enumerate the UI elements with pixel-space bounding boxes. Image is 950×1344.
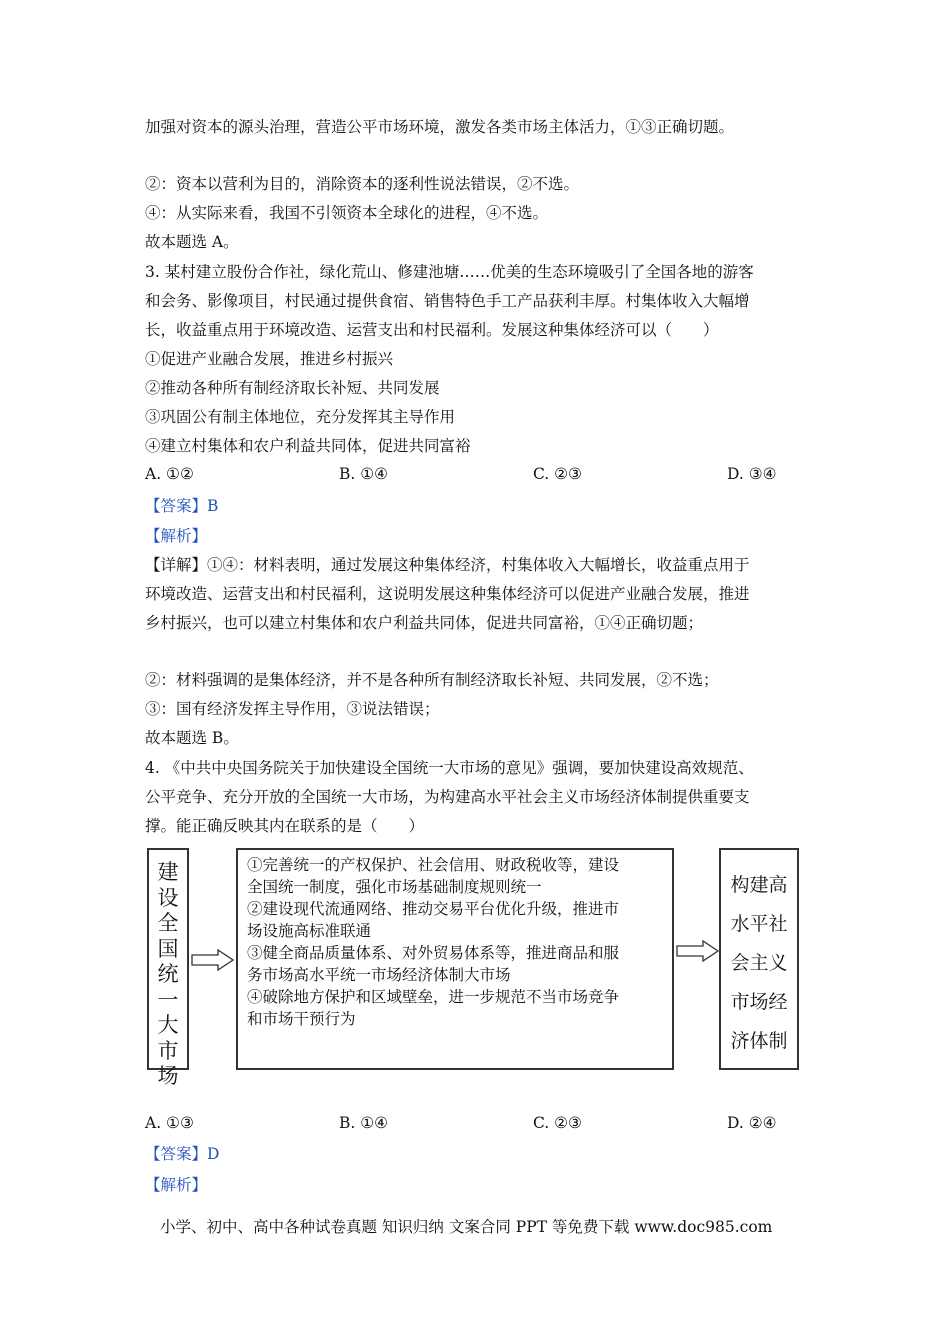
statement-item: ①促进产业融合发展，推进乡村振兴 xyxy=(145,350,394,368)
question-4-stem: 4. 《中共中央国务院关于加快建设全国统一大市场的意见》强调，要加快建设高效规范、 xyxy=(145,759,754,777)
option-c: C. ②③ xyxy=(533,465,582,483)
answer-label: 【答案】B xyxy=(145,497,219,515)
question-4-options xyxy=(145,1114,805,1134)
text-line: 故本题选 A。 xyxy=(145,233,239,251)
explanation-line: 故本题选 B。 xyxy=(145,729,239,747)
page-footer: 小学、初中、高中各种试卷真题 知识归纳 文案合同 PPT 等免费下载 www.doc985.com xyxy=(160,1218,773,1236)
option-b: B. ①④ xyxy=(339,465,389,483)
explanation-line: ③：国有经济发挥主导作用，③说法错误； xyxy=(145,700,440,718)
option-d: D. ②④ xyxy=(727,1114,777,1132)
explanation-line: 乡村振兴，也可以建立村集体和农户利益共同体，促进共同富裕，①④正确切题； xyxy=(145,614,704,632)
arrow-right-icon xyxy=(191,949,235,971)
diagram-middle-box: ①完善统一的产权保护、社会信用、财政税收等，建设 全国统一制度，强化市场基础制度规则统一 ②建设现代流通网络、推动交易平台优化升级，推进市 场设施高标准联通 ③健全商品质量体系、对外贸易体系等，推进商品和服 务市场高水平统一市场经济体制大市场 ④破除地方保护和区域壁垒，进一步规范不当市场竞争 和市场干预行为 xyxy=(236,848,674,1070)
option-a: A. ①③ xyxy=(145,1114,194,1132)
statement-item: ③巩固公有制主体地位，充分发挥其主导作用 xyxy=(145,408,456,426)
explanation-line: ②：材料强调的是集体经济，并不是各种所有制经济取长补短、共同发展，②不选； xyxy=(145,671,719,689)
analysis-label: 【解析】 xyxy=(145,1176,208,1194)
explanation-line: 【详解】①④：材料表明，通过发展这种集体经济，村集体收入大幅增长，收益重点用于 xyxy=(145,556,750,574)
question-3-stem: 和会务、影像项目，村民通过提供食宿、销售特色手工产品获利丰厚。村集体收入大幅增 xyxy=(145,292,750,310)
text-line: ②：资本以营利为目的，消除资本的逐利性说法错误，②不选。 xyxy=(145,175,580,193)
statement-item: ④建立村集体和农户利益共同体，促进共同富裕 xyxy=(145,437,471,455)
question-3-options xyxy=(145,465,805,485)
diagram-left-box: 建 设 全 国 统 一 大 市 场 xyxy=(147,848,189,1070)
diagram-right-box: 构建高 水平社 会主义 市场经 济体制 xyxy=(719,848,799,1070)
option-c: C. ②③ xyxy=(533,1114,582,1132)
answer-label: 【答案】D xyxy=(145,1145,220,1163)
question-4-stem: 公平竞争、充分开放的全国统一大市场，为构建高水平社会主义市场经济体制提供重要支 xyxy=(145,788,750,806)
option-b: B. ①④ xyxy=(339,1114,389,1132)
analysis-label: 【解析】 xyxy=(145,527,208,545)
option-a: A. ①② xyxy=(145,465,194,483)
explanation-line: 环境改造、运营支出和村民福利，这说明发展这种集体经济可以促进产业融合发展，推进 xyxy=(145,585,750,603)
question-4-stem: 撑。能正确反映其内在联系的是（ ） xyxy=(145,817,425,835)
option-d: D. ③④ xyxy=(727,465,777,483)
text-line: 加强对资本的源头治理，营造公平市场环境，激发各类市场主体活力，①③正确切题。 xyxy=(145,118,735,136)
question-3-stem: 长，收益重点用于环境改造、运营支出和村民福利。发展这种集体经济可以（ ） xyxy=(145,321,719,339)
arrow-right-icon xyxy=(676,940,720,962)
text-line: ④：从实际来看，我国不引领资本全球化的进程，④不选。 xyxy=(145,204,549,222)
question-3-stem: 3. 某村建立股份合作社，绿化荒山、修建池塘……优美的生态环境吸引了全国各地的游客 xyxy=(145,263,754,281)
statement-item: ②推动各种所有制经济取长补短、共同发展 xyxy=(145,379,440,397)
